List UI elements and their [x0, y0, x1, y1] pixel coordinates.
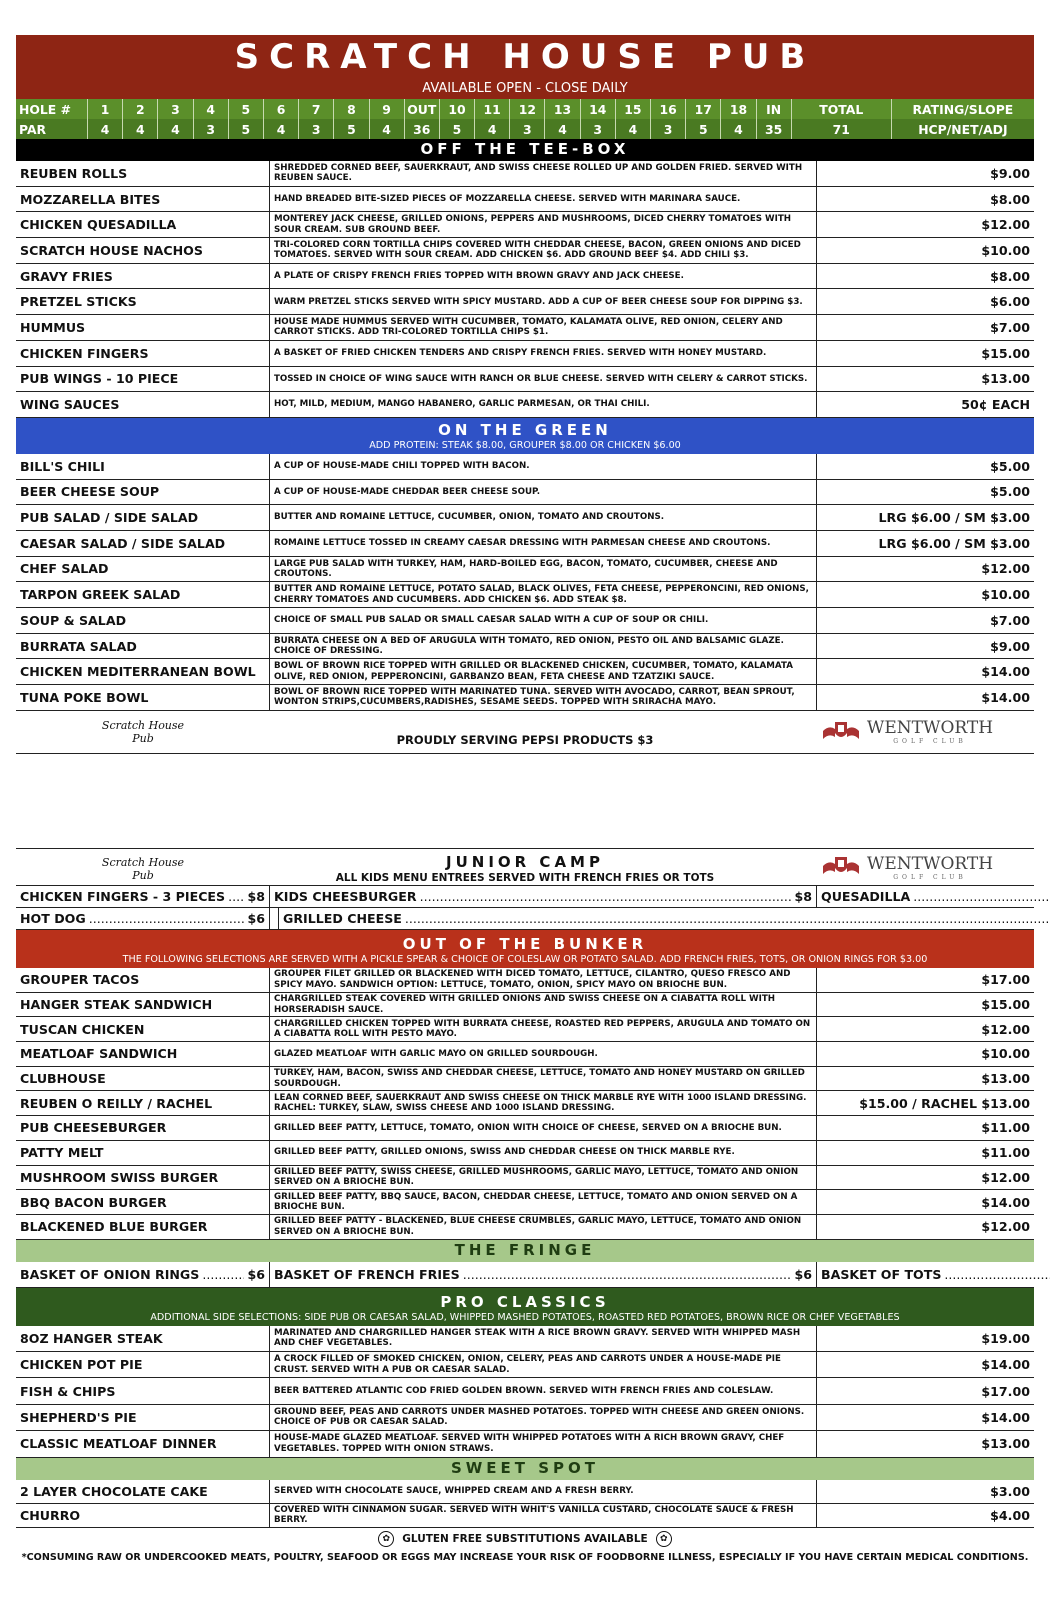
item-price: $15.00 [981, 997, 1030, 1013]
item-price: $14.00 [981, 1194, 1030, 1210]
hole-cell: IN [757, 99, 792, 119]
menu-item-row [16, 187, 1034, 213]
item-description: GROUPER FILET GRILLED OR BLACKENED WITH DICED TOMATO, LETTUCE, CILANTRO, QUESO FRESCO AND SPICY MAYO. SANDWICH OPTION: LETTUCE, TOMATO, ONION, SPICY MAYO ON BRIOCHE BUN. [270, 968, 817, 992]
item-price: $14.00 [981, 664, 1030, 680]
item-description: GLAZED MEATLOAF WITH GARLIC MAYO ON GRILLED SOURDOUGH. [270, 1042, 817, 1066]
logo-line-1: Scratch House [101, 856, 185, 869]
gluten-text: GLUTEN FREE SUBSTITUTIONS AVAILABLE [402, 1532, 648, 1545]
par-cell: 36 [405, 119, 440, 139]
item-description: WARM PRETZEL STICKS SERVED WITH SPICY MUSTARD. ADD A CUP OF BEER CHEESE SOUP FOR DIPPING $3. [270, 289, 817, 314]
item-name: MEATLOAF SANDWICH [16, 1042, 270, 1066]
item-price: 50¢ EACH [961, 397, 1030, 413]
item-description: GRILLED BEEF PATTY - BLACKENED, BLUE CHEESE CRUMBLES, GARLIC MAYO, LETTUCE, TOMATO AND ONION SERVED ON A BRIOCHE BUN. [270, 1215, 817, 1239]
item-name: TARPON GREEK SALAD [16, 582, 270, 607]
item-description: BOWL OF BROWN RICE TOPPED WITH MARINATED TUNA. SERVED WITH AVOCADO, CARROT, BEAN SPROUT, WONTON STRIPS,CUCUMBERS,RADISHES, SESAME SEEDS. TOPPED WITH SRIRACHA MAYO. [270, 685, 817, 710]
hole-cell: 5 [229, 99, 264, 119]
section-header-bunker [16, 930, 1034, 968]
item-name: CHICKEN FINGERS - 3 PIECES [20, 889, 226, 904]
hole-cell: 6 [264, 99, 299, 119]
item-price: $19.00 [981, 1330, 1030, 1346]
item-description: CHOICE OF SMALL PUB SALAD OR SMALL CAESAR SALAD WITH A CUP OF SOUP OR CHILI. [270, 608, 817, 633]
hole-cell: 14 [581, 99, 616, 119]
junior-item [270, 886, 817, 907]
hole-cell: 10 [440, 99, 475, 119]
item-name: MOZZARELLA BITES [16, 187, 270, 212]
hole-cell: 17 [686, 99, 721, 119]
section-title: OUT OF THE BUNKER [402, 935, 648, 953]
item-description: HOUSE MADE HUMMUS SERVED WITH CUCUMBER, TOMATO, KALAMATA OLIVE, RED ONION, CELERY AND CARROT STICKS. ADD TRI-COLORED TORTILLA CHIPS $1. [270, 315, 817, 340]
par-cell: 3 [510, 119, 545, 139]
item-name: BBQ BACON BURGER [16, 1190, 270, 1214]
menu-item-row [16, 161, 1034, 187]
fringe-item [16, 1262, 270, 1287]
item-price: LRG $6.00 / SM $3.00 [878, 510, 1030, 526]
item-description: A PLATE OF CRISPY FRENCH FRIES TOPPED WITH BROWN GRAVY AND JACK CHEESE. [270, 264, 817, 289]
item-price: $15.00 [981, 345, 1030, 361]
item-name: CHICKEN POT PIE [16, 1352, 270, 1377]
item-description: TOSSED IN CHOICE OF WING SAUCE WITH RANCH OR BLUE CHEESE. SERVED WITH CELERY & CARROT STICKS. [270, 367, 817, 392]
item-name: HOT DOG [20, 911, 86, 926]
item-name: CHEF SALAD [16, 557, 270, 582]
item-description: BOWL OF BROWN RICE TOPPED WITH GRILLED OR BLACKENED CHICKEN, CUCUMBER, TOMATO, KALAMATA OLIVE, RED ONION, PEPPERONCINI, GARBANZO BEAN, FETA CHEESE AND TZATZIKI SAUCE. [270, 659, 817, 684]
green-list [16, 454, 1034, 711]
pro-classics-list [16, 1326, 1034, 1458]
item-price: $6 [247, 1266, 265, 1282]
junior-item [817, 886, 1050, 907]
menu-item-row [16, 1141, 1034, 1166]
par-cell: 4 [721, 119, 756, 139]
item-price: $13.00 [981, 371, 1030, 387]
scratch-house-logo [16, 849, 270, 885]
menu-header [16, 35, 1034, 99]
menu-item-row [16, 1326, 1034, 1352]
item-price: $13.00 [981, 1071, 1030, 1087]
item-name: GRILLED CHEESE [283, 911, 402, 926]
section-subtitle: ADD PROTEIN: STEAK $8.00, GROUPER $8.00 OR CHICKEN $6.00 [369, 439, 681, 451]
menu-item-row [16, 1405, 1034, 1431]
crest-icon [821, 854, 861, 880]
junior-row-1 [16, 886, 1034, 908]
item-description: TRI-COLORED CORN TORTILLA CHIPS COVERED WITH CHEDDAR CHEESE, BACON, GREEN ONIONS AND DICED TOMATOES. SERVED WITH SOUR CREAM. ADD CHICKEN $6. ADD GROUND BEEF $4. ADD CHILI $3. [270, 238, 817, 263]
menu-item-row [16, 367, 1034, 393]
item-description: GRILLED BEEF PATTY, LETTUCE, TOMATO, ONION WITH CHOICE OF CHEESE, SERVED ON A BRIOCHE BUN. [270, 1116, 817, 1140]
item-price: $8.00 [990, 191, 1030, 207]
hole-total: TOTAL [792, 99, 892, 119]
hole-label: HOLE # [16, 99, 88, 119]
gluten-free-icon: ✿ [656, 1531, 672, 1547]
item-description: BURRATA CHEESE ON A BED OF ARUGULA WITH TOMATO, RED ONION, PESTO OIL AND BALSAMIC GLAZE. CHOICE OF DRESSING. [270, 634, 817, 659]
item-price: $10.00 [981, 587, 1030, 603]
item-price: $17.00 [981, 972, 1030, 988]
menu-title: SCRATCH HOUSE PUB [234, 37, 816, 77]
disclaimer: *CONSUMING RAW OR UNDERCOOKED MEATS, POULTRY, SEAFOOD OR EGGS MAY INCREASE YOUR RISK OF FOODBORNE ILLNESS, ESPECIALLY IF YOU HAVE CERTAIN MEDICAL CONDITIONS. [21, 1551, 1029, 1563]
item-description: CHARGRILLED STEAK COVERED WITH GRILLED ONIONS AND SWISS CHEESE ON A CIABATTA ROLL WITH HORSERADISH SAUCE. [270, 993, 817, 1017]
menu-item-row [16, 341, 1034, 367]
item-price: $8.00 [990, 268, 1030, 284]
hole-cell: 15 [616, 99, 651, 119]
par-cell: 4 [88, 119, 123, 139]
item-description: GRILLED BEEF PATTY, BBQ SAUCE, BACON, CHEDDAR CHEESE, LETTUCE, TOMATO AND ONION SERVED ON A BRIOCHE BUN. [270, 1190, 817, 1214]
item-price: $9.00 [990, 638, 1030, 654]
hole-rating: RATING/SLOPE [912, 101, 1014, 117]
item-name: PUB CHEESEBURGER [16, 1116, 270, 1140]
item-name: REUBEN O REILLY / RACHEL [16, 1091, 270, 1115]
menu-item-row [16, 1378, 1034, 1404]
section-header-pro-classics [16, 1288, 1034, 1326]
item-name: BLACKENED BLUE BURGER [16, 1215, 270, 1239]
hole-cell: OUT [405, 99, 440, 119]
item-price: $12.00 [981, 217, 1030, 233]
item-name: HANGER STEAK SANDWICH [16, 993, 270, 1017]
item-name: CHICKEN FINGERS [16, 341, 270, 366]
menu-item-row [16, 1480, 1034, 1504]
hole-cell: 16 [651, 99, 686, 119]
pepsi-note: PROUDLY SERVING PEPSI PRODUCTS $3 [396, 732, 654, 747]
item-name: SOUP & SALAD [16, 608, 270, 633]
par-cell: 4 [370, 119, 405, 139]
junior-item [279, 908, 1050, 929]
menu-item-row [16, 582, 1034, 608]
item-name: BASKET OF ONION RINGS [20, 1266, 200, 1282]
menu-item-row [16, 634, 1034, 660]
junior-title: JUNIOR CAMP [446, 853, 604, 871]
item-price: $8 [794, 889, 812, 904]
item-description: GRILLED BEEF PATTY, GRILLED ONIONS, SWISS AND CHEDDAR CHEESE ON THICK MARBLE RYE. [270, 1141, 817, 1165]
menu-item-row [16, 392, 1034, 418]
menu-item-row [16, 1166, 1034, 1191]
item-name: CHICKEN MEDITERRANEAN BOWL [16, 659, 270, 684]
item-description: BUTTER AND ROMAINE LETTUCE, CUCUMBER, ONION, TOMATO AND CROUTONS. [270, 505, 817, 530]
junior-item [16, 908, 270, 929]
item-price: $12.00 [981, 561, 1030, 577]
item-name: CLASSIC MEATLOAF DINNER [16, 1431, 270, 1456]
item-description: CHARGRILLED CHICKEN TOPPED WITH BURRATA CHEESE, ROASTED RED PEPPERS, ARUGULA AND TOMATO ON A CIABATTA ROLL WITH PESTO MAYO. [270, 1017, 817, 1041]
junior-row-2 [16, 908, 1034, 930]
logo-line-2: Pub [132, 731, 154, 745]
menu-page-2 [16, 848, 1034, 1566]
item-name: SHEPHERD'S PIE [16, 1405, 270, 1430]
item-price: $7.00 [990, 319, 1030, 335]
item-name: CHICKEN QUESADILLA [16, 212, 270, 237]
menu-item-row [16, 1067, 1034, 1092]
gluten-note [16, 1528, 1034, 1550]
junior-item [16, 886, 270, 907]
page-1-footer [16, 711, 1034, 754]
logo-line-2: Pub [132, 869, 154, 882]
item-description: HAND BREADED BITE-SIZED PIECES OF MOZZARELLA CHEESE. SERVED WITH MARINARA SAUCE. [270, 187, 817, 212]
item-name: REUBEN ROLLS [16, 161, 270, 186]
club-name: WENTWORTH [866, 718, 994, 739]
item-name: BEER CHEESE SOUP [16, 480, 270, 505]
item-name: HUMMUS [16, 315, 270, 340]
item-price: $12.00 [981, 1021, 1030, 1037]
par-cell: 35 [757, 119, 792, 139]
item-description: SHREDDED CORNED BEEF, SAUERKRAUT, AND SWISS CHEESE ROLLED UP AND GOLDEN FRIED. SERVED WITH REUBEN SAUCE. [270, 161, 817, 186]
crest-icon [821, 719, 861, 745]
section-title: PRO CLASSICS [440, 1292, 610, 1311]
menu-item-row [16, 1504, 1034, 1528]
menu-item-row [16, 531, 1034, 557]
hole-cell: 2 [123, 99, 158, 119]
menu-page-1 [16, 35, 1034, 754]
item-price: $6 [794, 1266, 812, 1282]
hole-cell: 13 [545, 99, 580, 119]
par-cell: 4 [158, 119, 193, 139]
menu-item-row [16, 1352, 1034, 1378]
item-name: 8OZ HANGER STEAK [16, 1326, 270, 1351]
item-description: COVERED WITH CINNAMON SUGAR. SERVED WITH WHIT'S VANILLA CUSTARD, CHOCOLATE SAUCE & FRESH BERRY. [270, 1504, 817, 1527]
logo-line-1: Scratch House [101, 718, 185, 732]
section-title: THE FRINGE [454, 1240, 596, 1259]
item-price: $3.00 [990, 1483, 1030, 1499]
fringe-item [270, 1262, 817, 1287]
junior-empty-cell [270, 908, 279, 929]
menu-item-row [16, 1017, 1034, 1042]
menu-item-row [16, 454, 1034, 480]
scorecard-hole-row [16, 99, 1034, 119]
par-cell: 4 [123, 119, 158, 139]
par-cell: 4 [616, 119, 651, 139]
hole-cell: 18 [721, 99, 756, 119]
item-price: $6.00 [990, 294, 1030, 310]
hole-cell: 9 [370, 99, 405, 119]
item-price: $10.00 [981, 242, 1030, 258]
par-cell: 3 [581, 119, 616, 139]
item-description: LEAN CORNED BEEF, SAUERKRAUT AND SWISS CHEESE ON THICK MARBLE RYE WITH 1000 ISLAND DRESSING. RACHEL: TURKEY, SLAW, SWISS CHEESE AND 1000 ISLAND DRESSING. [270, 1091, 817, 1115]
par-cell: 5 [686, 119, 721, 139]
item-name: BILL'S CHILI [16, 454, 270, 479]
hole-cell: 7 [299, 99, 334, 119]
section-header-tee-box [16, 139, 1034, 161]
item-description: SERVED WITH CHOCOLATE SAUCE, WHIPPED CREAM AND A FRESH BERRY. [270, 1480, 817, 1503]
menu-item-row [16, 685, 1034, 711]
item-price: $14.00 [981, 1357, 1030, 1373]
item-description: A CROCK FILLED OF SMOKED CHICKEN, ONION, CELERY, PEAS AND CARROTS UNDER A HOUSE-MADE PIE CRUST. SERVED WITH A PUB OR CAESAR SALAD. [270, 1352, 817, 1377]
menu-item-row [16, 289, 1034, 315]
item-description: GRILLED BEEF PATTY, SWISS CHEESE, GRILLED MUSHROOMS, GARLIC MAYO, LETTUCE, TOMATO AND ONION SERVED ON A BRIOCHE BUN. [270, 1166, 817, 1190]
menu-item-row [16, 1091, 1034, 1116]
item-price: $11.00 [981, 1120, 1030, 1136]
item-name: MUSHROOM SWISS BURGER [16, 1166, 270, 1190]
item-price: $17.00 [981, 1383, 1030, 1399]
item-name: 2 LAYER CHOCOLATE CAKE [16, 1480, 270, 1503]
junior-header [16, 848, 1034, 886]
item-price: $10.00 [981, 1046, 1030, 1062]
item-name: WING SAUCES [16, 392, 270, 417]
item-description: GROUND BEEF, PEAS AND CARROTS UNDER MASHED POTATOES. TOPPED WITH CHEESE AND GREEN ONIONS. CHOICE OF PUB OR CAESAR SALAD. [270, 1405, 817, 1430]
menu-item-row [16, 659, 1034, 685]
item-name: GRAVY FRIES [16, 264, 270, 289]
item-description: A BASKET OF FRIED CHICKEN TENDERS AND CRISPY FRENCH FRIES. SERVED WITH HONEY MUSTARD. [270, 341, 817, 366]
wentworth-logo [780, 718, 1034, 745]
item-description: MONTEREY JACK CHEESE, GRILLED ONIONS, PEPPERS AND MUSHROOMS, DICED CHERRY TOMATOES WITH SOUR CREAM. SUB GROUND BEEF. [270, 212, 817, 237]
item-name: CLUBHOUSE [16, 1067, 270, 1091]
item-price: $13.00 [981, 1436, 1030, 1452]
item-name: TUNA POKE BOWL [16, 685, 270, 710]
hole-cell: 11 [475, 99, 510, 119]
item-name: CHURRO [16, 1504, 270, 1527]
menu-item-row [16, 608, 1034, 634]
par-cell: 3 [299, 119, 334, 139]
menu-item-row [16, 1431, 1034, 1457]
item-price: $5.00 [990, 458, 1030, 474]
item-description: LARGE PUB SALAD WITH TURKEY, HAM, HARD-BOILED EGG, BACON, TOMATO, CUCUMBER, CHEESE AND CROUTONS. [270, 557, 817, 582]
bunker-list [16, 968, 1034, 1240]
item-name: PUB WINGS - 10 PIECE [16, 367, 270, 392]
sweet-spot-list [16, 1480, 1034, 1528]
item-price: $6 [247, 911, 265, 926]
menu-item-row [16, 993, 1034, 1018]
wentworth-logo [780, 849, 1034, 885]
par-cell: 4 [264, 119, 299, 139]
item-description: ROMAINE LETTUCE TOSSED IN CREAMY CAESAR DRESSING WITH PARMESAN CHEESE AND CROUTONS. [270, 531, 817, 556]
availability-text: AVAILABLE OPEN - CLOSE DAILY [422, 81, 628, 96]
item-price: $12.00 [981, 1169, 1030, 1185]
item-description: A CUP OF HOUSE-MADE CHEDDAR BEER CHEESE SOUP. [270, 480, 817, 505]
menu-item-row [16, 1042, 1034, 1067]
menu-item-row [16, 480, 1034, 506]
scratch-house-logo [16, 719, 270, 745]
item-name: PATTY MELT [16, 1141, 270, 1165]
item-name: GROUPER TACOS [16, 968, 270, 992]
item-name: PRETZEL STICKS [16, 289, 270, 314]
club-subtitle: GOLF CLUB [893, 738, 967, 746]
hole-cell: 8 [334, 99, 369, 119]
par-rating: HCP/NET/ADJ [918, 121, 1008, 137]
scorecard-par-row [16, 119, 1034, 139]
menu-item-row [16, 1215, 1034, 1240]
item-price: $5.00 [990, 484, 1030, 500]
item-price: $14.00 [981, 689, 1030, 705]
par-label: PAR [16, 119, 88, 139]
gluten-free-icon: ✿ [378, 1531, 394, 1547]
junior-subtitle: ALL KIDS MENU ENTREES SERVED WITH FRENCH FRIES OR TOTS [335, 872, 715, 884]
section-header-fringe [16, 1240, 1034, 1262]
item-name: PUB SALAD / SIDE SALAD [16, 505, 270, 530]
menu-item-row [16, 315, 1034, 341]
item-name: BASKET OF FRENCH FRIES [274, 1266, 460, 1282]
item-name: KIDS CHEESBURGER [274, 889, 417, 904]
item-price: $9.00 [990, 165, 1030, 181]
section-subtitle: ADDITIONAL SIDE SELECTIONS: SIDE PUB OR CAESAR SALAD, WHIPPED MASHED POTATOES, ROASTED RED POTATOES, BROWN RICE OR CHEF VEGETABLES [150, 1311, 900, 1323]
par-cell: 5 [440, 119, 475, 139]
menu-item-row [16, 1116, 1034, 1141]
hole-cell: 1 [88, 99, 123, 119]
item-description: MARINATED AND CHARGRILLED HANGER STEAK WITH A RICE BROWN GRAVY. SERVED WITH WHIPPED MASH AND CHEF VEGETABLES. [270, 1326, 817, 1351]
item-price: $8 [247, 889, 265, 904]
par-cell: 5 [334, 119, 369, 139]
hole-cell: 4 [194, 99, 229, 119]
menu-item-row [16, 505, 1034, 531]
item-price: LRG $6.00 / SM $3.00 [878, 535, 1030, 551]
menu-item-row [16, 557, 1034, 583]
hole-cell: 12 [510, 99, 545, 119]
menu-item-row [16, 264, 1034, 290]
par-cell: 4 [475, 119, 510, 139]
menu-item-row [16, 968, 1034, 993]
par-cell: 5 [229, 119, 264, 139]
par-cell: 3 [194, 119, 229, 139]
item-name: BURRATA SALAD [16, 634, 270, 659]
item-name: TUSCAN CHICKEN [16, 1017, 270, 1041]
tee-box-list [16, 161, 1034, 418]
item-price: $14.00 [981, 1409, 1030, 1425]
club-subtitle: GOLF CLUB [893, 873, 967, 881]
section-title: OFF THE TEE-BOX [420, 140, 630, 158]
item-description: TURKEY, HAM, BACON, SWISS AND CHEDDAR CHEESE, LETTUCE, TOMATO AND HONEY MUSTARD ON GRILLED SOURDOUGH. [270, 1067, 817, 1091]
item-description: BUTTER AND ROMAINE LETTUCE, POTATO SALAD, BLACK OLIVES, FETA CHEESE, PEPPERONCINI, RED ONIONS, CHERRY TOMATOES AND CUCUMBERS. ADD CHICKEN $6. ADD STEAK $8. [270, 582, 817, 607]
fringe-item [817, 1262, 1050, 1287]
item-description: HOUSE-MADE GLAZED MEATLOAF. SERVED WITH WHIPPED POTATOES WITH A RICH BROWN GRAVY, CHEF VEGETABLES. TOPPED WITH ONION STRAWS. [270, 1431, 817, 1456]
section-title: SWEET SPOT [450, 1458, 600, 1477]
club-name: WENTWORTH [866, 853, 994, 874]
hole-cell: 3 [158, 99, 193, 119]
item-price: $12.00 [981, 1219, 1030, 1235]
menu-item-row [16, 212, 1034, 238]
section-header-sweet-spot [16, 1458, 1034, 1480]
menu-item-row [16, 238, 1034, 264]
item-description: BEER BATTERED ATLANTIC COD FRIED GOLDEN BROWN. SERVED WITH FRENCH FRIES AND COLESLAW. [270, 1378, 817, 1403]
par-cell: 3 [651, 119, 686, 139]
item-name: BASKET OF TOTS [821, 1266, 942, 1282]
par-total: 71 [792, 119, 892, 139]
item-description: HOT, MILD, MEDIUM, MANGO HABANERO, GARLIC PARMESAN, OR THAI CHILI. [270, 392, 817, 417]
item-name: SCRATCH HOUSE NACHOS [16, 238, 270, 263]
item-description: A CUP OF HOUSE-MADE CHILI TOPPED WITH BACON. [270, 454, 817, 479]
item-name: CAESAR SALAD / SIDE SALAD [16, 531, 270, 556]
item-price: $11.00 [981, 1145, 1030, 1161]
item-price: $7.00 [990, 612, 1030, 628]
item-price: $4.00 [990, 1507, 1030, 1523]
item-name: QUESADILLA [821, 889, 911, 904]
menu-item-row [16, 1190, 1034, 1215]
par-cell: 4 [545, 119, 580, 139]
section-header-green [16, 418, 1034, 454]
item-name: FISH & CHIPS [16, 1378, 270, 1403]
section-subtitle: THE FOLLOWING SELECTIONS ARE SERVED WITH A PICKLE SPEAR & CHOICE OF COLESLAW OR POTATO SALAD. ADD FRENCH FRIES, TOTS, OR ONION RINGS FOR $3.00 [122, 954, 928, 965]
item-price: $15.00 / RACHEL $13.00 [859, 1095, 1030, 1111]
section-title: ON THE GREEN [438, 420, 612, 439]
fringe-row [16, 1262, 1034, 1288]
